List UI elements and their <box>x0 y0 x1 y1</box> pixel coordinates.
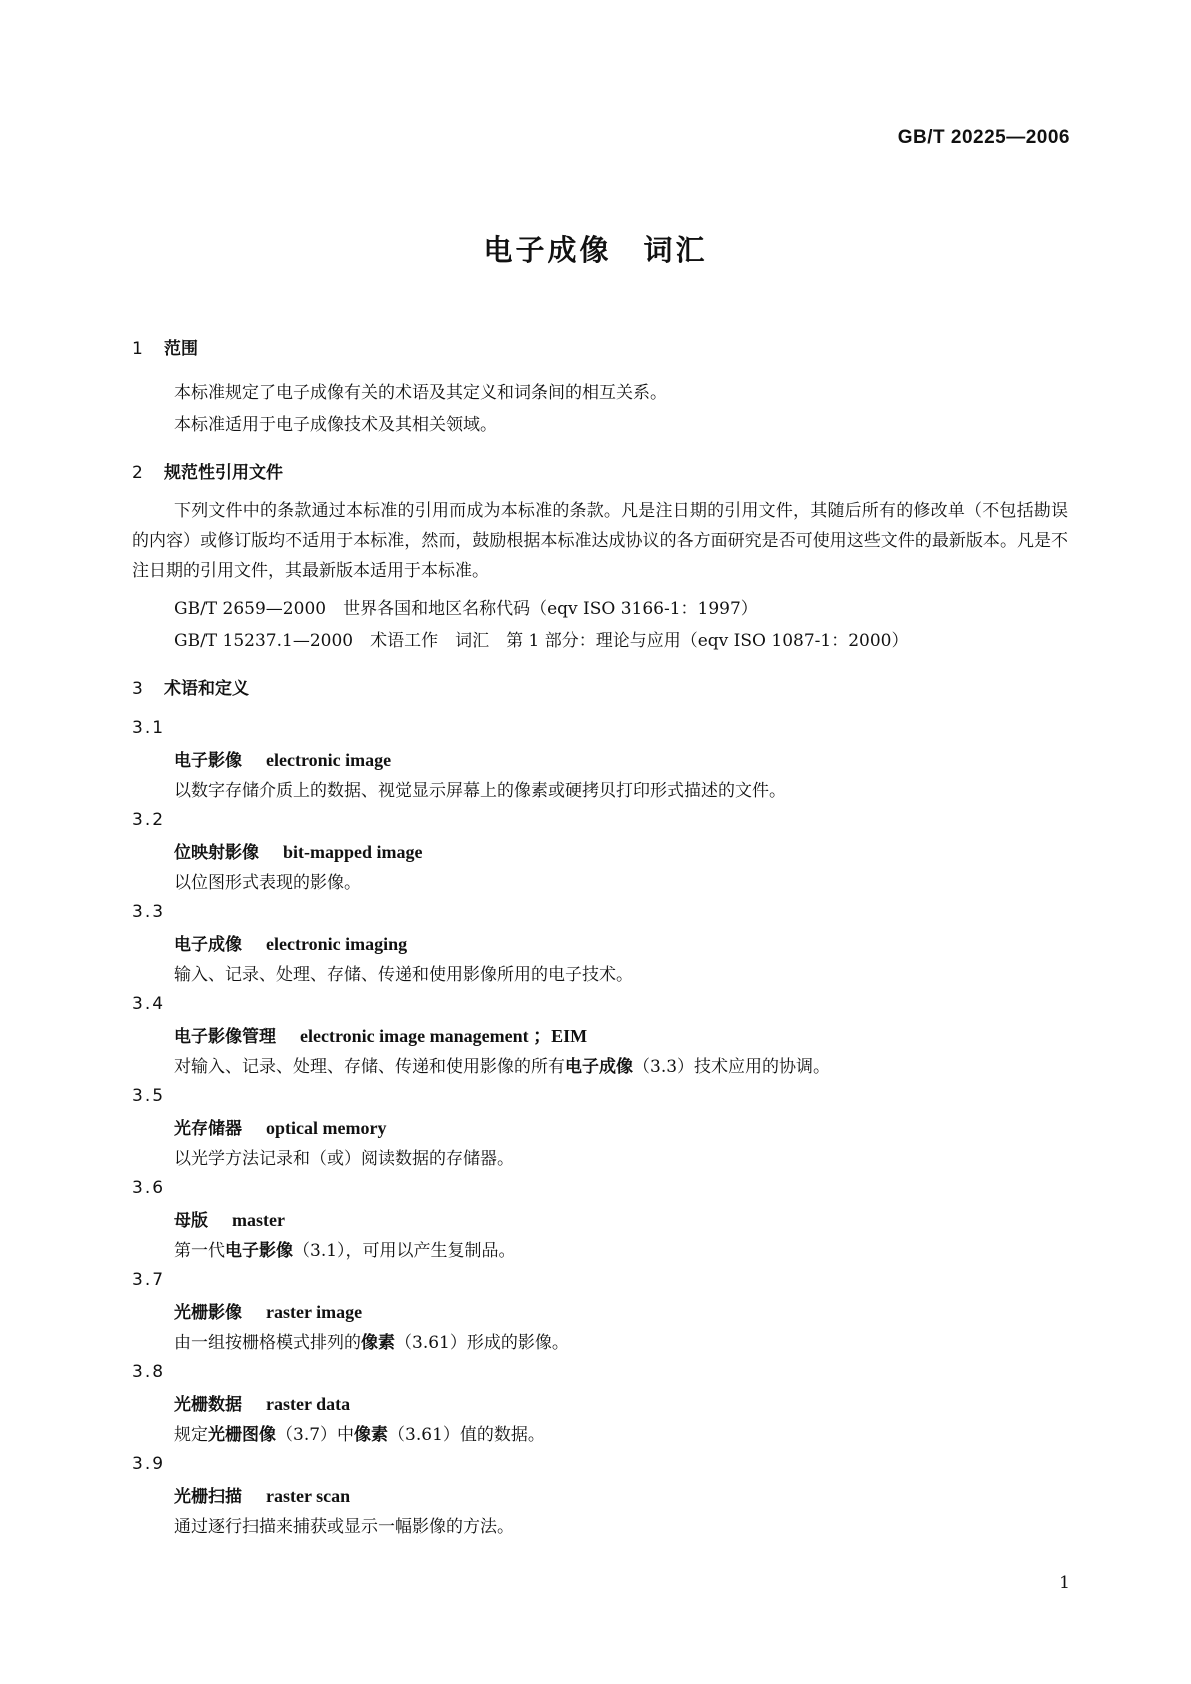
term-heading <box>174 1206 285 1231</box>
term-number: 3.2 <box>132 810 166 830</box>
definition-text: （3.3）技术应用的协调。 <box>633 1057 831 1077</box>
term-zh: 母版 <box>174 1211 208 1231</box>
section-1-paragraph: 本标准适用于电子成像技术及其相关领域。 <box>174 415 497 435</box>
term-en: electronic imaging <box>266 934 408 954</box>
term-heading <box>174 1390 350 1415</box>
term-number: 3.7 <box>132 1270 166 1290</box>
term-definition <box>174 1328 569 1353</box>
section-title: 规范性引用文件 <box>164 463 283 483</box>
term-definition <box>174 1512 514 1537</box>
term-definition <box>174 776 786 801</box>
term-zh: 位映射影像 <box>174 843 259 863</box>
term-number: 3.3 <box>132 902 166 922</box>
term-definition <box>174 1052 830 1077</box>
term-heading <box>174 838 423 863</box>
term-zh: 光栅影像 <box>174 1303 242 1323</box>
definition-text: （3.7）中 <box>276 1425 355 1445</box>
term-en: raster data <box>266 1394 351 1414</box>
term-heading <box>174 1482 350 1507</box>
term-en: optical memory <box>266 1118 387 1138</box>
term-en: master <box>232 1210 285 1230</box>
term-number: 3.4 <box>132 994 166 1014</box>
term-en: raster scan <box>266 1486 351 1506</box>
term-number: 3.8 <box>132 1362 166 1382</box>
term-definition <box>174 960 633 985</box>
cross-reference-term: 光栅图像 <box>208 1425 276 1445</box>
standard-code: GB/T 20225—2006 <box>897 127 1070 148</box>
page-number: 1 <box>1059 1573 1070 1593</box>
definition-text: 以位图形式表现的影像。 <box>174 873 361 893</box>
term-definition <box>174 1236 516 1261</box>
term-number: 3.9 <box>132 1454 166 1474</box>
term-heading <box>174 930 407 955</box>
definition-text: 第一代 <box>174 1241 225 1261</box>
definition-text: （3.1），可用以产生复制品。 <box>293 1241 516 1261</box>
term-en: bit-mapped image <box>283 842 423 862</box>
term-definition <box>174 1420 545 1445</box>
term-zh: 电子影像管理 <box>174 1027 276 1047</box>
term-zh: 光栅数据 <box>174 1395 242 1415</box>
cross-reference-term: 电子影像 <box>225 1241 293 1261</box>
section-number: 3 <box>132 679 143 699</box>
definition-text: 以数字存储介质上的数据、视觉显示屏幕上的像素或硬拷贝打印形式描述的文件。 <box>174 781 786 801</box>
definition-text: 对输入、记录、处理、存储、传递和使用影像的所有 <box>174 1057 565 1077</box>
reference-item: GB/T 2659—2000 世界各国和地区名称代码（eqv ISO 3166-1：1997） <box>174 599 758 619</box>
cross-reference-term: 像素 <box>361 1333 395 1353</box>
term-en: electronic image <box>266 750 392 770</box>
definition-text: 通过逐行扫描来捕获或显示一幅影像的方法。 <box>174 1517 514 1537</box>
definition-text: （3.61）值的数据。 <box>388 1425 545 1445</box>
term-heading <box>174 1022 587 1048</box>
definition-text: 以光学方法记录和（或）阅读数据的存储器。 <box>174 1149 514 1169</box>
reference-item: GB/T 15237.1—2000 术语工作 词汇 第 1 部分：理论与应用（eqv ISO 1087-1：2000） <box>174 631 909 651</box>
cross-reference-term: 像素 <box>354 1425 389 1445</box>
section-3-heading <box>132 674 249 699</box>
section-2-intro: 下列文件中的条款通过本标准的引用而成为本标准的条款。凡是注日期的引用文件，其随后所有的修改单（不包括勘误的内容）或修订版均不适用于本标准，然而，鼓励根据本标准达成协议的各方面研究是否可使用这些文件的最新版本。凡是不注日期的引用文件，其最新版本适用于本标准。 <box>132 501 1068 581</box>
term-number: 3.1 <box>132 718 166 738</box>
section-title: 术语和定义 <box>164 679 249 699</box>
term-zh: 电子影像 <box>174 751 242 771</box>
term-heading <box>174 1114 386 1139</box>
section-1-paragraph: 本标准规定了电子成像有关的术语及其定义和词条间的相互关系。 <box>174 383 667 403</box>
section-2-heading <box>132 458 283 483</box>
term-zh: 光存储器 <box>174 1119 242 1139</box>
term-number: 3.6 <box>132 1178 166 1198</box>
term-heading <box>174 1298 362 1323</box>
term-heading <box>174 746 391 771</box>
term-definition <box>174 1144 514 1169</box>
cross-reference-term: 电子成像 <box>565 1057 633 1077</box>
section-number: 2 <box>132 463 143 483</box>
document-title: 电子成像 词汇 <box>483 233 708 267</box>
term-zh: 电子成像 <box>174 935 242 955</box>
section-1-heading <box>132 334 198 359</box>
definition-text: 规定 <box>174 1425 208 1445</box>
term-zh: 光栅扫描 <box>174 1487 242 1507</box>
section-number: 1 <box>132 339 143 359</box>
term-en: raster image <box>266 1302 363 1322</box>
definition-text: 由一组按栅格模式排列的 <box>174 1333 361 1353</box>
term-number: 3.5 <box>132 1086 166 1106</box>
section-title: 范围 <box>164 339 198 359</box>
definition-text: 输入、记录、处理、存储、传递和使用影像所用的电子技术。 <box>174 965 633 985</box>
term-en: electronic image management ；EIM <box>300 1026 588 1046</box>
definition-text: （3.61）形成的影像。 <box>395 1333 569 1353</box>
term-definition <box>174 868 361 893</box>
